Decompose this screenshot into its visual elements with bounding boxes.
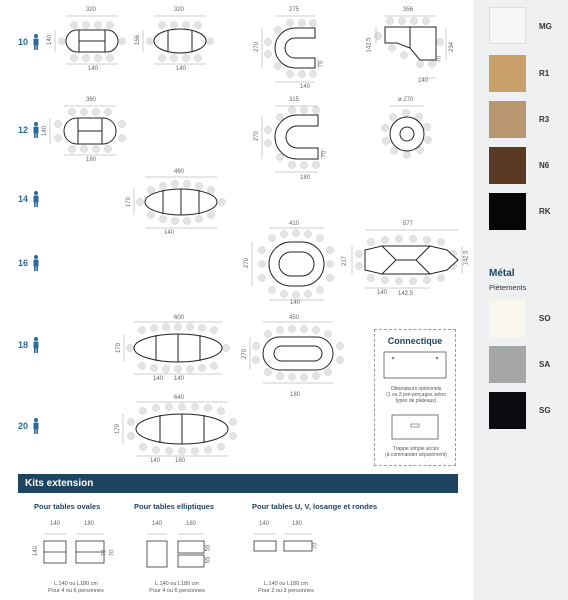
finish-label: N6 (539, 161, 550, 170)
dim-label: 234 (449, 41, 456, 53)
kit-note (137, 581, 217, 595)
kit-dim: 140 (152, 521, 163, 527)
dim-label: 140 (47, 34, 54, 46)
row-label: 18 (18, 340, 29, 350)
connectique-caption-line: (1 ou 2 pré-perçages selon (386, 392, 446, 398)
dim-label: 140 (377, 290, 388, 296)
dim-label: 170 (116, 342, 123, 354)
table-ellipse-20 (127, 403, 236, 454)
dim-label: 140 (174, 376, 185, 382)
dim-label: 270 (254, 130, 261, 142)
kit-note-line: L.140 ou L180 cm (53, 581, 99, 587)
dim-label: 270 (242, 348, 249, 360)
table-u-10 (264, 19, 316, 77)
connectique-caption-line: Trappe simple accès (393, 446, 439, 452)
kit-dim: 55 (205, 556, 212, 564)
dim-label: 140 (88, 66, 99, 72)
connectique-caption-line: types de plateaux) (395, 398, 437, 404)
dim-label: 140 (176, 66, 187, 72)
dim-label: 180 (300, 175, 311, 181)
obturator-diagram (383, 351, 447, 379)
dim-label: 140 (290, 300, 301, 306)
row-label: 16 (18, 258, 29, 268)
connectique-caption-line: Obturateurs optionnels (390, 386, 442, 392)
dim-label: ø 270 (398, 97, 414, 103)
table-oval-12 (54, 108, 125, 152)
kit-note-line: Pour 4 ou 6 personnes (48, 588, 104, 594)
dim-label: 70 (321, 150, 328, 158)
finish-label: RK (539, 207, 551, 216)
dim-label: 70 (436, 55, 443, 63)
finish-swatch-r3[interactable] (489, 101, 526, 138)
dim-label: 270 (254, 41, 261, 53)
kit-dim: 70 (109, 549, 116, 557)
dim-label: 320 (174, 7, 185, 13)
dim-label: 360 (86, 97, 97, 103)
table-oval-16 (258, 229, 333, 298)
metal-title: Métal (489, 268, 515, 279)
dim-label: 156 (135, 34, 142, 46)
dim-label: 410 (289, 221, 300, 227)
metal-swatch-so[interactable] (489, 300, 526, 337)
dim-label: 140 (418, 78, 429, 84)
table-v-10 (374, 17, 443, 67)
table-losange-16 (355, 235, 458, 284)
dim-label: 356 (403, 7, 414, 13)
dim-label: 640 (174, 395, 185, 401)
kit-dim: 140 (50, 521, 61, 527)
kit-dim: 180 (292, 521, 303, 527)
table-ellipse-14 (136, 180, 225, 224)
dim-label: 320 (86, 7, 97, 13)
dim-label: 170 (126, 196, 133, 208)
dim-label: 140 (42, 125, 49, 137)
kit-dim: 140 (259, 521, 270, 527)
kit-dim: 70 (101, 549, 108, 557)
table-round-12 (381, 109, 431, 158)
row-label: 10 (18, 37, 29, 47)
connectique-panel (374, 329, 456, 466)
finish-sidebar (473, 0, 568, 600)
dim-label: 315 (289, 97, 300, 103)
kit-note-line: L.140 ou L180 cm (263, 581, 309, 587)
kit-drawings (0, 515, 470, 575)
kit-note-line: L.140 ou L180 cm (154, 581, 200, 587)
metal-swatch-sa[interactable] (489, 346, 526, 383)
finish-label: MG (539, 22, 552, 31)
dim-label: 270 (244, 257, 251, 269)
kit-note (36, 581, 116, 595)
dim-label: 140 (164, 230, 175, 236)
dim-label: 170 (115, 423, 122, 435)
dim-label: 140 (150, 458, 161, 464)
row-label: 20 (18, 421, 29, 431)
dim-label: 142.5 (398, 291, 414, 297)
table-oval-18 (252, 325, 343, 380)
finish-label: R3 (539, 115, 550, 124)
finish-swatch-r1[interactable] (489, 55, 526, 92)
finish-swatch-n6[interactable] (489, 147, 526, 184)
dim-label: 70 (318, 60, 325, 68)
trap-diagram (391, 414, 439, 440)
dim-label: 140 (300, 84, 311, 90)
dim-label: 140 (153, 376, 164, 382)
metal-label: SO (539, 314, 551, 323)
metal-label: SA (539, 360, 551, 369)
dim-label: 600 (174, 315, 185, 321)
kit-dim: 70 (312, 542, 319, 550)
finish-swatch-rk[interactable] (489, 193, 526, 230)
dim-label: 142.5 (366, 37, 373, 53)
metal-swatch-sg[interactable] (489, 392, 526, 429)
dim-label: 577 (403, 221, 414, 227)
kit-note (246, 581, 326, 595)
finish-label: R1 (539, 69, 550, 78)
metal-subtitle: Piètements (489, 283, 527, 292)
connectique-title: Connectique (387, 336, 443, 346)
kit-heading: Pour tables elliptiques (134, 502, 215, 511)
kit-heading: Pour tables U, V, losange et rondes (252, 502, 378, 511)
kit-dim: 140 (33, 545, 40, 557)
table-u-12 (264, 106, 319, 168)
finish-swatch-mg[interactable] (489, 7, 526, 44)
kit-dim: 55 (205, 544, 212, 552)
table-oval-10a (58, 21, 125, 61)
dim-label: 450 (289, 315, 300, 321)
dim-label: 460 (174, 169, 185, 175)
kit-note-line: Pour 2 ou 3 personnes (258, 588, 314, 594)
dim-label: 217 (342, 255, 349, 267)
dim-label: 180 (290, 392, 301, 398)
row-label: 14 (18, 194, 29, 204)
row-label: 12 (18, 125, 29, 135)
kit-heading: Pour tables ovales (34, 502, 101, 511)
table-oval-10b (146, 21, 213, 61)
dim-label: 180 (175, 458, 186, 464)
connectique-caption-line: (à commander séparément) (385, 452, 447, 458)
kits-extension-header: Kits extension (18, 474, 458, 493)
dim-label: 275 (289, 7, 300, 13)
table-ellipse-18 (126, 323, 229, 372)
metal-label: SG (539, 406, 551, 415)
kit-note-line: Pour 4 ou 6 personnes (149, 588, 205, 594)
dim-label: 180 (86, 157, 97, 163)
kit-dim: 180 (84, 521, 95, 527)
kit-dim: 180 (186, 521, 197, 527)
dim-label: 142.5 (463, 250, 470, 266)
